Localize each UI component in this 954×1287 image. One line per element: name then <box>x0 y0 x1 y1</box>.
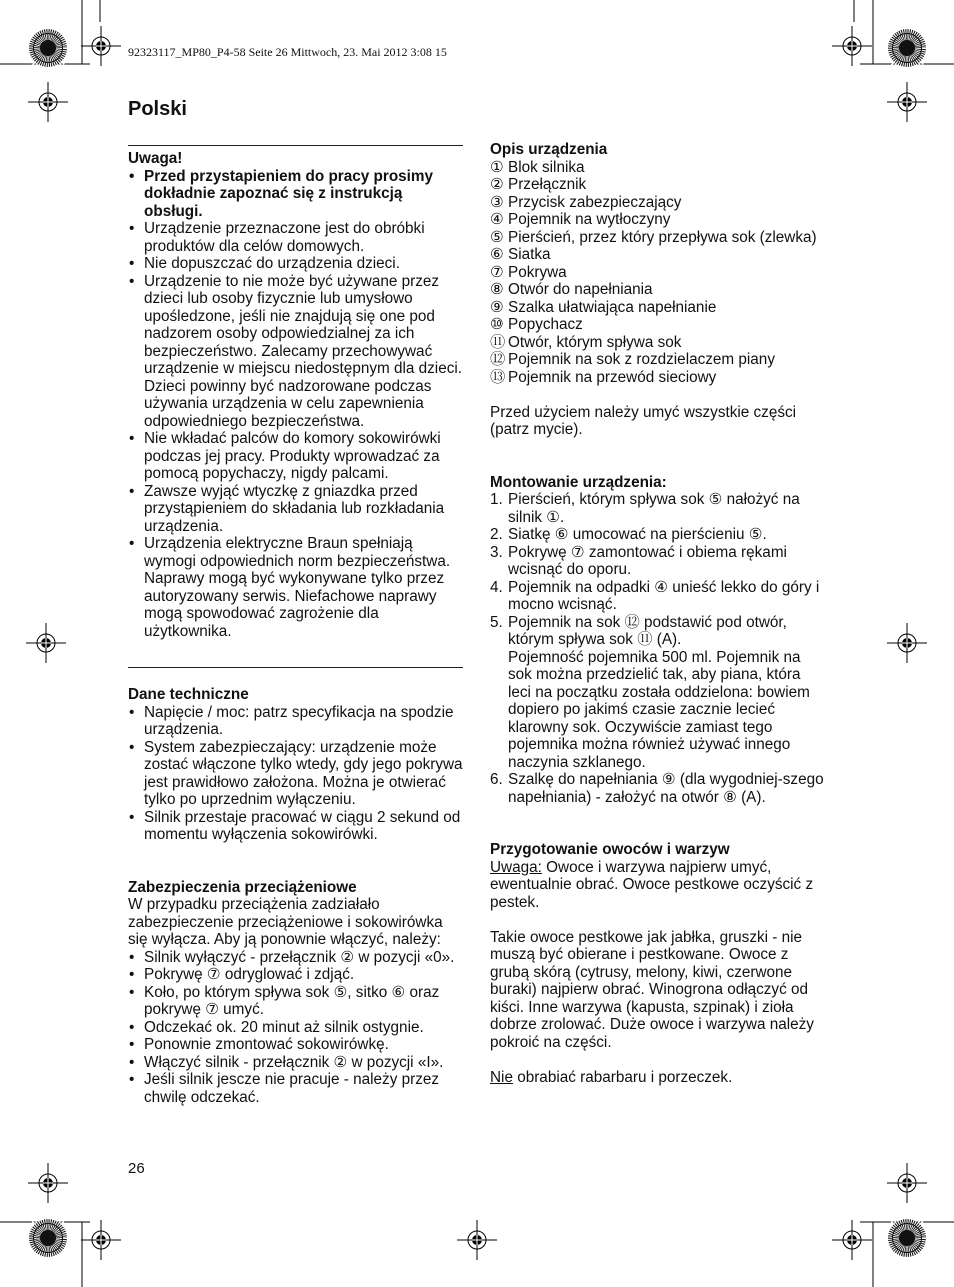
note-text: Owoce i warzywa najpierw umyć, ewentualnie obrać. Owoce pestkowe oczyścić z pestek. <box>490 858 814 911</box>
part-label: Szalka ułatwiająca napełnianie <box>508 298 717 316</box>
overload-item: • Pokrywę ⑦ odryglować i zdjąć. <box>128 966 464 984</box>
part-number: ③ <box>490 193 504 211</box>
part-number: ⑬ <box>490 368 506 386</box>
part-label: Popychacz <box>508 316 583 333</box>
warning-heading: Uwaga! <box>128 150 183 167</box>
step-number: 4. <box>490 578 503 596</box>
warning-item: • Przed przystapieniem do pracy prosimy dokładnie zapoznać się z instrukcją obsługi. <box>128 168 464 221</box>
part-number: ⑥ <box>490 246 504 263</box>
description-heading: Opis urządzenia <box>490 141 608 158</box>
warning-item: • Urządzenie to nie może być używane przez dzieci lub osoby fizycznie lub umysłowo upośledzone, jeśli nie znajdują się one pod nadzorem osoby odpowiedzialnej za ich bezpieczeństwo. Zalecamy przechowywać urządzenie w miejscu niedostępnym dla dzieci. Dzieci powinny być nadzorowane podczas używania urządzenia w celu zapewnienia odpowiedniego bezpieczeństwa. <box>128 273 464 431</box>
part-label: Otwór, którym spływa sok <box>508 333 682 351</box>
tech-item: • Silnik przestaje pracować w ciągu 2 sekund od momentu wyłączenia sokowirówki. <box>128 809 464 844</box>
registration-mark <box>81 1220 121 1260</box>
preparation-heading: Przygotowanie owoców i warzyw <box>490 841 730 858</box>
registration-mark <box>887 82 927 122</box>
warning-item: • Zawsze wyjąć wtyczkę z gniazdka przed przystąpieniem do składania lub rozkładania urządzenia. <box>128 483 464 536</box>
overload-intro: W przypadku przeciążenia zadziałało zabezpieczenie przeciążeniowe i sokowirówka się wyłącza. Aby ją ponownie włączyć, należy: <box>128 896 443 948</box>
overload-heading: Zabezpieczenia przeciążeniowe <box>128 878 357 896</box>
part-number: ⑩ <box>490 316 504 333</box>
step-number: 2. <box>490 526 503 543</box>
overload-item: • Silnik wyłączyć - przełącznik ② w pozycji «0». <box>128 949 464 967</box>
part-number: ⑦ <box>490 263 504 281</box>
page-title: Polski <box>128 98 187 120</box>
tech-item: • System zabezpieczający: urządzenie może zostać włączone tylko wtedy, gdy jego pokrywa jest prawidłowo założona. Można je otwierać tylko po uprzednim wyłączeniu. <box>128 739 464 809</box>
last-text: obrabiać rabarbaru i porzeczek. <box>512 1068 733 1086</box>
registration-mark <box>28 82 68 122</box>
note-label: Uwaga: <box>490 858 542 876</box>
part-label: Przycisk zabezpieczający <box>508 193 682 211</box>
part-number: ⑨ <box>490 298 504 316</box>
registration-mark <box>832 26 872 66</box>
step-text: Pojemnik na sok ⑫ podstawić pod otwór, którym spływa sok ⑪ (A). <box>508 613 787 648</box>
starburst-mark <box>29 1219 67 1257</box>
part-label: Blok silnika <box>508 158 585 176</box>
step-text: Pokrywę ⑦ zamontować i obiema rękami wcisnąć do oporu. <box>508 543 787 578</box>
assembly-heading: Montowanie urządzenia: <box>490 473 667 491</box>
last-label: Nie <box>490 1068 513 1086</box>
registration-mark <box>457 1220 497 1260</box>
part-number: ⑫ <box>490 351 506 368</box>
tech-item: • Napięcie / moc: patrz specyfikacja na spodzie urządzenia. <box>128 704 464 739</box>
step-number: 1. <box>490 491 503 508</box>
warning-item: • Nie wkładać palców do komory sokowirówki podczas jej pracy. Produkty wprowadzać za pomocą popychaczy, nigdy palcami. <box>128 430 464 483</box>
part-label: Pojemnik na sok z rozdzielaczem piany <box>508 351 775 368</box>
part-label: Pierścień, przez który przepływa sok (zlewka) <box>508 228 817 246</box>
page-number: 26 <box>128 1160 145 1177</box>
warning-item: • Urządzenie przeznaczone jest do obróbki produktów dla celów domowych. <box>128 220 464 255</box>
overload-item: • Koło, po którym spływa sok ⑤, sitko ⑥ oraz pokrywę ⑦ umyć. <box>128 984 464 1019</box>
part-label: Pojemnik na przewód sieciowy <box>508 368 717 386</box>
starburst-mark <box>888 29 926 67</box>
step-number: 5. <box>490 613 503 631</box>
registration-mark <box>887 623 927 663</box>
overload-item: • Włączyć silnik - przełącznik ② w pozycji «I». <box>128 1054 464 1072</box>
part-number: ① <box>490 158 504 176</box>
print-header: 92323117_MP80_P4-58 Seite 26 Mittwoch, 23. Mai 2012 3:08 15 <box>128 45 447 59</box>
overload-item: • Ponownie zmontować sokowirówkę. <box>128 1036 464 1054</box>
part-number: ② <box>490 176 504 193</box>
registration-mark <box>28 1163 68 1203</box>
registration-mark <box>832 1220 872 1260</box>
step-text: Siatkę ⑥ umocować na pierścieniu ⑤. <box>508 526 767 543</box>
registration-mark <box>887 1163 927 1203</box>
warning-item: • Nie dopuszczać do urządzenia dzieci. <box>128 255 464 273</box>
registration-mark <box>26 623 66 663</box>
part-label: Otwór do napełniania <box>508 281 653 298</box>
warning-item: • Urządzenia elektryczne Braun spełniają wymogi odpowiednich norm bezpieczeństwa. Naprawy mogą być wykonywane tylko przez autoryzowany serwis. Niefachowe naprawy mogą spowodować zagrożenie dla użytkownika. <box>128 535 464 640</box>
step-extra: Pojemność pojemnika 500 ml. Pojemnik na sok można przedzielić tak, aby piana, która leci na początku została oddzielona: bowiem dopiero po jakimś czasie zacznie lecieć klarowny sok. Oczywiście zamiast tego pojemnika można również używać innego naczynia szklanego. <box>508 648 810 771</box>
starburst-mark <box>888 1219 926 1257</box>
part-label: Pokrywa <box>508 263 567 281</box>
overload-item: • Odczekać ok. 20 minut aż silnik ostygnie. <box>128 1019 464 1037</box>
step-number: 6. <box>490 771 503 788</box>
tech-heading: Dane techniczne <box>128 686 249 703</box>
part-number: ⑤ <box>490 228 504 246</box>
starburst-mark <box>29 29 67 67</box>
registration-mark <box>81 26 121 66</box>
preparation-paragraph: Takie owoce pestkowe jak jabłka, gruszki - nie muszą być obierane i pestkowane. Owoce z grubą skórą (cytrusy, melony, kiwi, czerwone buraki) najpierw obrać. Winogrona odłączyć od kiści. Inne warzywa (kapusta, szpinak) i zioła dobrze zrolować. Duże owoce i warzywa należy pokroić na części. <box>490 928 814 1051</box>
part-label: Siatka <box>508 246 551 263</box>
step-text: Szalkę do napełniania ⑨ (dla wygodniej-szego napełniania) - założyć na otwór ⑧ (A). <box>508 771 824 806</box>
part-number: ⑧ <box>490 281 504 298</box>
before-use-note: Przed użyciem należy umyć wszystkie części (patrz mycie). <box>490 403 797 438</box>
overload-item: • Jeśli silnik jescze nie pracuje - należy przez chwilę odczekać. <box>128 1071 464 1106</box>
part-number: ④ <box>490 211 504 228</box>
part-label: Przełącznik <box>508 176 587 193</box>
step-text: Pojemnik na odpadki ④ unieść lekko do góry i mocno wcisnąć. <box>508 578 820 613</box>
step-text: Pierścień, którym spływa sok ⑤ nałożyć na silnik ①. <box>508 491 800 526</box>
step-number: 3. <box>490 543 503 561</box>
part-number: ⑪ <box>490 333 506 351</box>
part-label: Pojemnik na wytłoczyny <box>508 211 671 228</box>
